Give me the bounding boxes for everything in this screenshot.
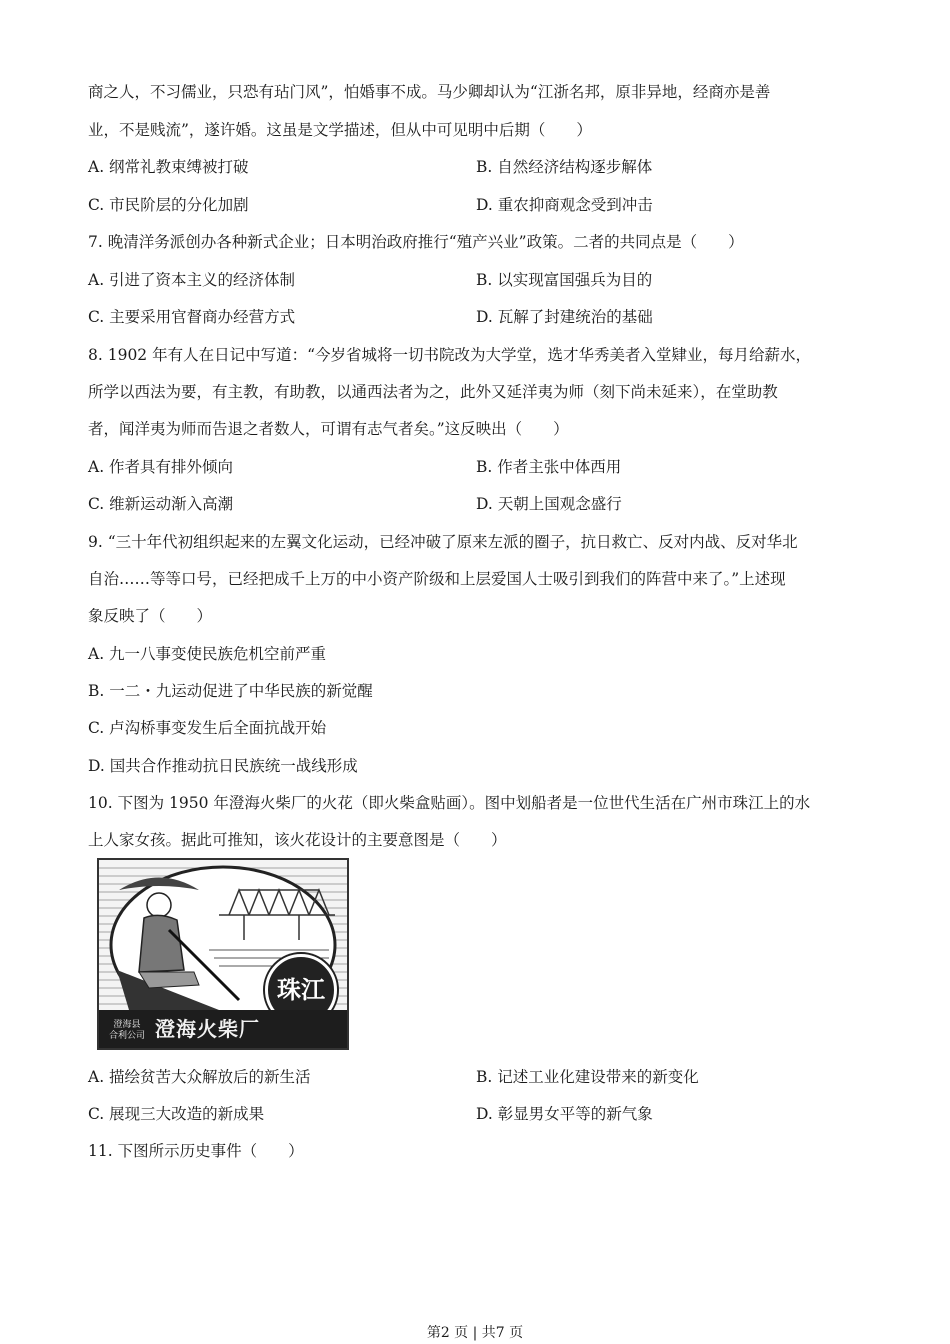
- q8-stem-line-3: 者，闻洋夷为师而告退之者数人，可谓有志气者矣。”这反映出（ ）: [88, 420, 569, 438]
- q7-option-b: B. 以实现富国强兵为目的: [476, 271, 653, 289]
- q9-stem-line-1: 9. “三十年代初组织起来的左翼文化运动，已经冲破了原来左派的圈子，抗日救亡、反对内战、反对华北: [88, 533, 798, 551]
- q10-option-b: B. 记述工业化建设带来的新变化: [476, 1068, 699, 1086]
- q7-stem: 7. 晚清洋务派创办各种新式企业；日本明治政府推行“殖产兴业”政策。二者的共同点是（ ）: [88, 233, 744, 251]
- q6-stem-line-1: 商之人，不习儒业，只恐有玷门风”，怕婚事不成。马少卿却认为“江浙名邦，原非异地，经商亦是善: [88, 83, 771, 101]
- q8-option-b: B. 作者主张中体西用: [476, 458, 622, 476]
- banner-small-text-line-1: 澄海县: [113, 1020, 141, 1030]
- q8-option-d: D. 天朝上国观念盛行: [476, 495, 622, 513]
- q8-stem-line-1: 8. 1902 年有人在日记中写道：“今岁省城将一切书院改为大学堂，选才华秀美者入堂肄业，每月给薪水，: [88, 346, 812, 364]
- q9-stem-line-2: 自治……等等口号，已经把成千上万的中小资产阶级和上层爱国人士吸引到我们的阵营中来了。”上述现: [88, 570, 786, 588]
- q10-stem-line-1: 10. 下图为 1950 年澄海火柴厂的火花（即火柴盒贴画）。图中划船者是一位世代生活在广州市珠江上的水: [88, 794, 811, 812]
- q6-option-a: A. 纲常礼教束缚被打破: [88, 158, 249, 176]
- q7-option-c: C. 主要采用官督商办经营方式: [88, 308, 296, 326]
- q6-option-b: B. 自然经济结构逐步解体: [476, 158, 653, 176]
- q9-option-b: B. 一二・九运动促进了中华民族的新觉醒: [88, 682, 373, 700]
- q7-option-d: D. 瓦解了封建统治的基础: [476, 308, 653, 326]
- banner-factory-name: 澄海火柴厂: [155, 1017, 260, 1041]
- matchbox-label-banner: [99, 1010, 347, 1048]
- q10-option-a: A. 描绘贫苦大众解放后的新生活: [88, 1068, 311, 1086]
- q9-option-d: D. 国共合作推动抗日民族统一战线形成: [88, 757, 358, 775]
- q6-option-c: C. 市民阶层的分化加剧: [88, 196, 249, 214]
- q11-stem: 11. 下图所示历史事件（ ）: [88, 1142, 304, 1160]
- q10-stem-line-2: 上人家女孩。据此可推知，该火花设计的主要意图是（ ）: [88, 831, 507, 849]
- q7-option-a: A. 引进了资本主义的经济体制: [88, 271, 296, 289]
- page-footer: 第2 页 | 共7 页: [426, 1325, 524, 1341]
- q8-option-c: C. 维新运动渐入高潮: [88, 495, 234, 513]
- q8-stem-line-2: 所学以西法为要，有主教，有助教，以通西法者为之，此外又延洋夷为师（刻下尚未延来），在堂助教: [88, 383, 778, 401]
- q6-stem-line-2: 业，不是贱流”，遂许婚。这虽是文学描述，但从中可见明中后期（ ）: [88, 121, 592, 139]
- q9-option-a: A. 九一八事变使民族危机空前严重: [88, 645, 327, 663]
- matchbox-label-image: [97, 858, 349, 1050]
- q9-option-c: C. 卢沟桥事变发生后全面抗战开始: [88, 719, 327, 737]
- q10-option-c: C. 展现三大改造的新成果: [88, 1105, 265, 1123]
- seal-emblem: 珠江: [265, 954, 337, 1026]
- banner-small-text-line-2: 合利公司: [108, 1031, 145, 1041]
- q6-option-d: D. 重农抑商观念受到冲击: [476, 196, 653, 214]
- q9-stem-line-3: 象反映了（ ）: [88, 607, 213, 625]
- q8-option-a: A. 作者具有排外倾向: [88, 458, 234, 476]
- q10-option-d: D. 彰显男女平等的新气象: [476, 1105, 653, 1123]
- banner-small-text: [105, 1020, 149, 1042]
